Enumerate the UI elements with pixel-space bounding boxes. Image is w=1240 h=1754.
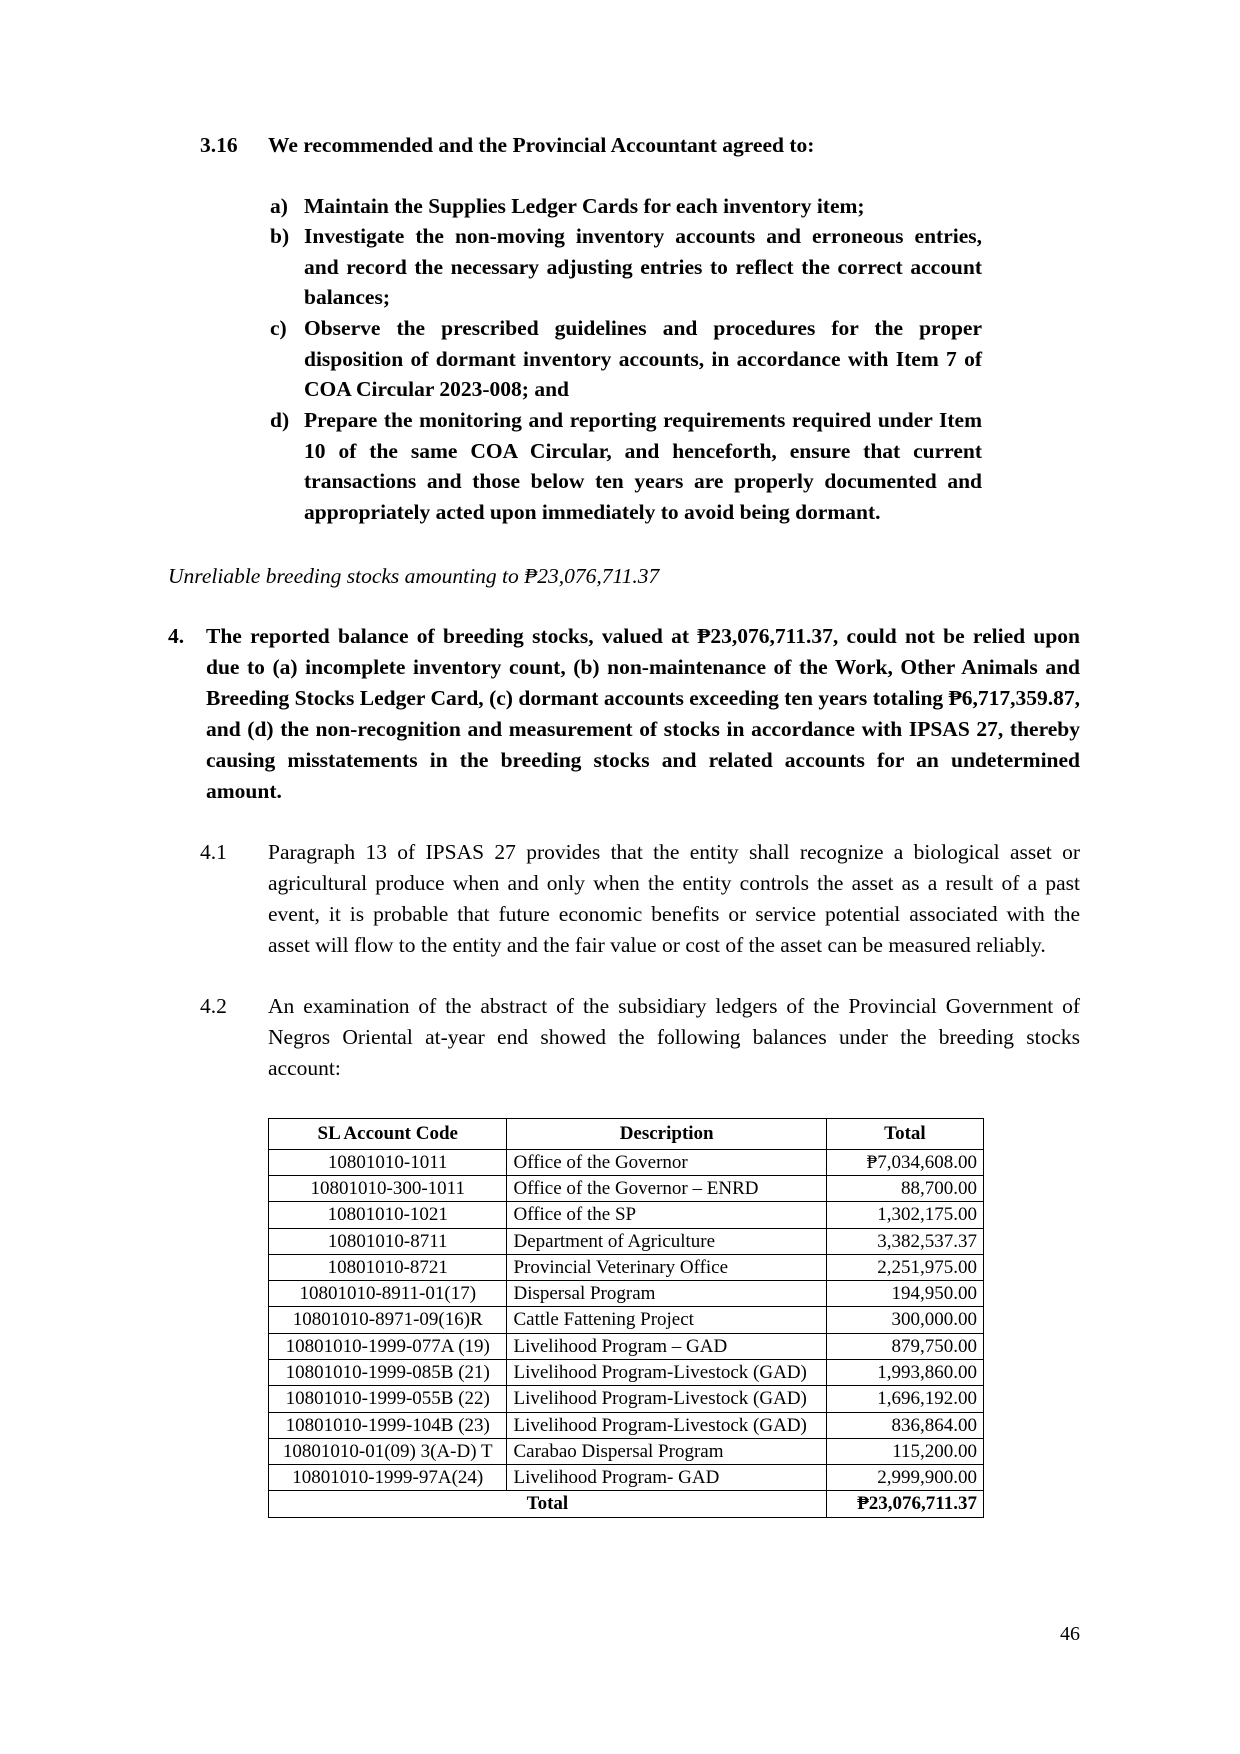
cell-code: 10801010-8711: [269, 1228, 507, 1254]
cell-code: 10801010-300-1011: [269, 1176, 507, 1202]
table-row: [269, 1228, 984, 1254]
list-item-marker: c): [270, 316, 287, 341]
recommendation-lead-in: We recommended and the Provincial Accountant agreed to:: [268, 133, 815, 157]
cell-description: Office of the Governor: [507, 1149, 826, 1175]
table-row: [269, 1333, 984, 1359]
cell-description: Livelihood Program-Livestock (GAD): [507, 1412, 826, 1438]
cell-code: 10801010-1999-055B (22): [269, 1386, 507, 1412]
list-item: [270, 405, 982, 528]
table-body: [269, 1149, 984, 1517]
table-row: [269, 1386, 984, 1412]
list-item-marker: b): [270, 224, 290, 249]
table-row: [269, 1176, 984, 1202]
cell-code: 10801010-1999-97A(24): [269, 1465, 507, 1491]
cell-total: 88,700.00: [826, 1176, 983, 1202]
list-item-text: Prepare the monitoring and reporting requirements required under Item 10 of the same COA Circular, and henceforth, ensure that current transactions and those below ten years are properly documented and appropriately acted upon immediately to avoid being dormant.: [304, 407, 982, 524]
cell-code: 10801010-8911-01(17): [269, 1281, 507, 1307]
cell-description: Livelihood Program-Livestock (GAD): [507, 1360, 826, 1386]
cell-total: 2,999,900.00: [826, 1465, 983, 1491]
cell-description: Carabao Dispersal Program: [507, 1438, 826, 1464]
column-header-total: Total: [826, 1118, 983, 1149]
list-item: [270, 191, 982, 222]
table-row: [269, 1412, 984, 1438]
cell-total: 3,382,537.37: [826, 1228, 983, 1254]
table-row: [269, 1281, 984, 1307]
table-row: [269, 1254, 984, 1280]
cell-code: 10801010-1011: [269, 1149, 507, 1175]
cell-description: Department of Agriculture: [507, 1228, 826, 1254]
cell-description: Office of the SP: [507, 1202, 826, 1228]
subparagraph-4-1: [200, 837, 1080, 961]
cell-total: 194,950.00: [826, 1281, 983, 1307]
list-item: [270, 313, 982, 405]
breeding-stocks-table-wrapper: [268, 1118, 1080, 1518]
subparagraph-number: 4.1: [200, 840, 227, 865]
list-item-text: Observe the prescribed guidelines and procedures for the proper disposition of dormant inventory accounts, in accordance with Item 7 of COA Circular 2023-008; and: [304, 316, 982, 402]
subparagraph-text: An examination of the abstract of the subsidiary ledgers of the Provincial Government of Negros Oriental at-year end showed the following balances under the breeding stocks account:: [268, 994, 1080, 1080]
subparagraph-text: Paragraph 13 of IPSAS 27 provides that the entity shall recognize a biological asset or agricultural produce when and only when the entity controls the asset as a result of a past event, it is probable that future economic benefits or service potential associated with the asset will flow to the entity and the fair value or cost of the asset can be measured reliably.: [268, 840, 1080, 958]
list-item-text: Maintain the Supplies Ledger Cards for each inventory item;: [304, 193, 865, 218]
cell-description: Cattle Fattening Project: [507, 1307, 826, 1333]
cell-description: Dispersal Program: [507, 1281, 826, 1307]
cell-total: 879,750.00: [826, 1333, 983, 1359]
cell-code: 10801010-1999-085B (21): [269, 1360, 507, 1386]
cell-code: 10801010-8971-09(16)R: [269, 1307, 507, 1333]
table-row: [269, 1149, 984, 1175]
cell-code: 10801010-01(09) 3(A-D) T: [269, 1438, 507, 1464]
cell-code: 10801010-8721: [269, 1254, 507, 1280]
cell-total: 1,696,192.00: [826, 1386, 983, 1412]
cell-code: 10801010-1999-104B (23): [269, 1412, 507, 1438]
total-value: ₱23,076,711.37: [826, 1491, 983, 1517]
subparagraph-4-2: [200, 991, 1080, 1084]
list-item-marker: d): [270, 407, 290, 432]
recommendation-number: 3.16: [200, 133, 238, 157]
subparagraph-number: 4.2: [200, 994, 227, 1019]
finding-title: Unreliable breeding stocks amounting to ₱23,076,711.37: [168, 564, 660, 589]
list-item-text: Investigate the non-moving inventory accounts and erroneous entries, and record the necessary adjusting entries to reflect the correct account balances;: [304, 224, 982, 310]
table-row: [269, 1465, 984, 1491]
table-total-row: [269, 1491, 984, 1517]
recommendation-block: [200, 130, 1080, 161]
cell-total: 300,000.00: [826, 1307, 983, 1333]
page-content: [160, 130, 1080, 1518]
list-item: [270, 221, 982, 313]
total-label: Total: [269, 1491, 827, 1517]
table-row: [269, 1438, 984, 1464]
cell-total: 1,302,175.00: [826, 1202, 983, 1228]
cell-description: Livelihood Program – GAD: [507, 1333, 826, 1359]
breeding-stocks-table: [268, 1118, 984, 1518]
column-header-sl-account-code: SL Account Code: [269, 1118, 507, 1149]
table-row: [269, 1202, 984, 1228]
cell-description: Provincial Veterinary Office: [507, 1254, 826, 1280]
recommendation-list: [270, 191, 982, 528]
cell-total: 2,251,975.00: [826, 1254, 983, 1280]
list-item-marker: a): [270, 193, 288, 218]
cell-total: 836,864.00: [826, 1412, 983, 1438]
finding-number: 4.: [168, 624, 185, 649]
table-row: [269, 1360, 984, 1386]
column-header-description: Description: [507, 1118, 826, 1149]
cell-description: Office of the Governor – ENRD: [507, 1176, 826, 1202]
finding-block: [168, 621, 1080, 807]
table-header: [269, 1118, 984, 1149]
cell-total: ₱7,034,608.00: [826, 1149, 983, 1175]
cell-code: 10801010-1021: [269, 1202, 507, 1228]
cell-code: 10801010-1999-077A (19): [269, 1333, 507, 1359]
table-row: [269, 1307, 984, 1333]
cell-description: Livelihood Program-Livestock (GAD): [507, 1386, 826, 1412]
page-number: 46: [1060, 1623, 1080, 1645]
cell-total: 1,993,860.00: [826, 1360, 983, 1386]
cell-description: Livelihood Program- GAD: [507, 1465, 826, 1491]
table-header-row: [269, 1118, 984, 1149]
cell-total: 115,200.00: [826, 1438, 983, 1464]
finding-text: The reported balance of breeding stocks, valued at ₱23,076,711.37, could not be relied upon due to (a) incomplete inventory count, (b) non-maintenance of the Work, Other Animals and Breeding Stocks Ledger Card, (c) dormant accounts exceeding ten years totaling ₱6,717,359.87, and (d) the non-recognition and measurement of stocks in accordance with IPSAS 27, thereby causing misstatements in the breeding stocks and related accounts for an undetermined amount.: [206, 624, 1080, 804]
